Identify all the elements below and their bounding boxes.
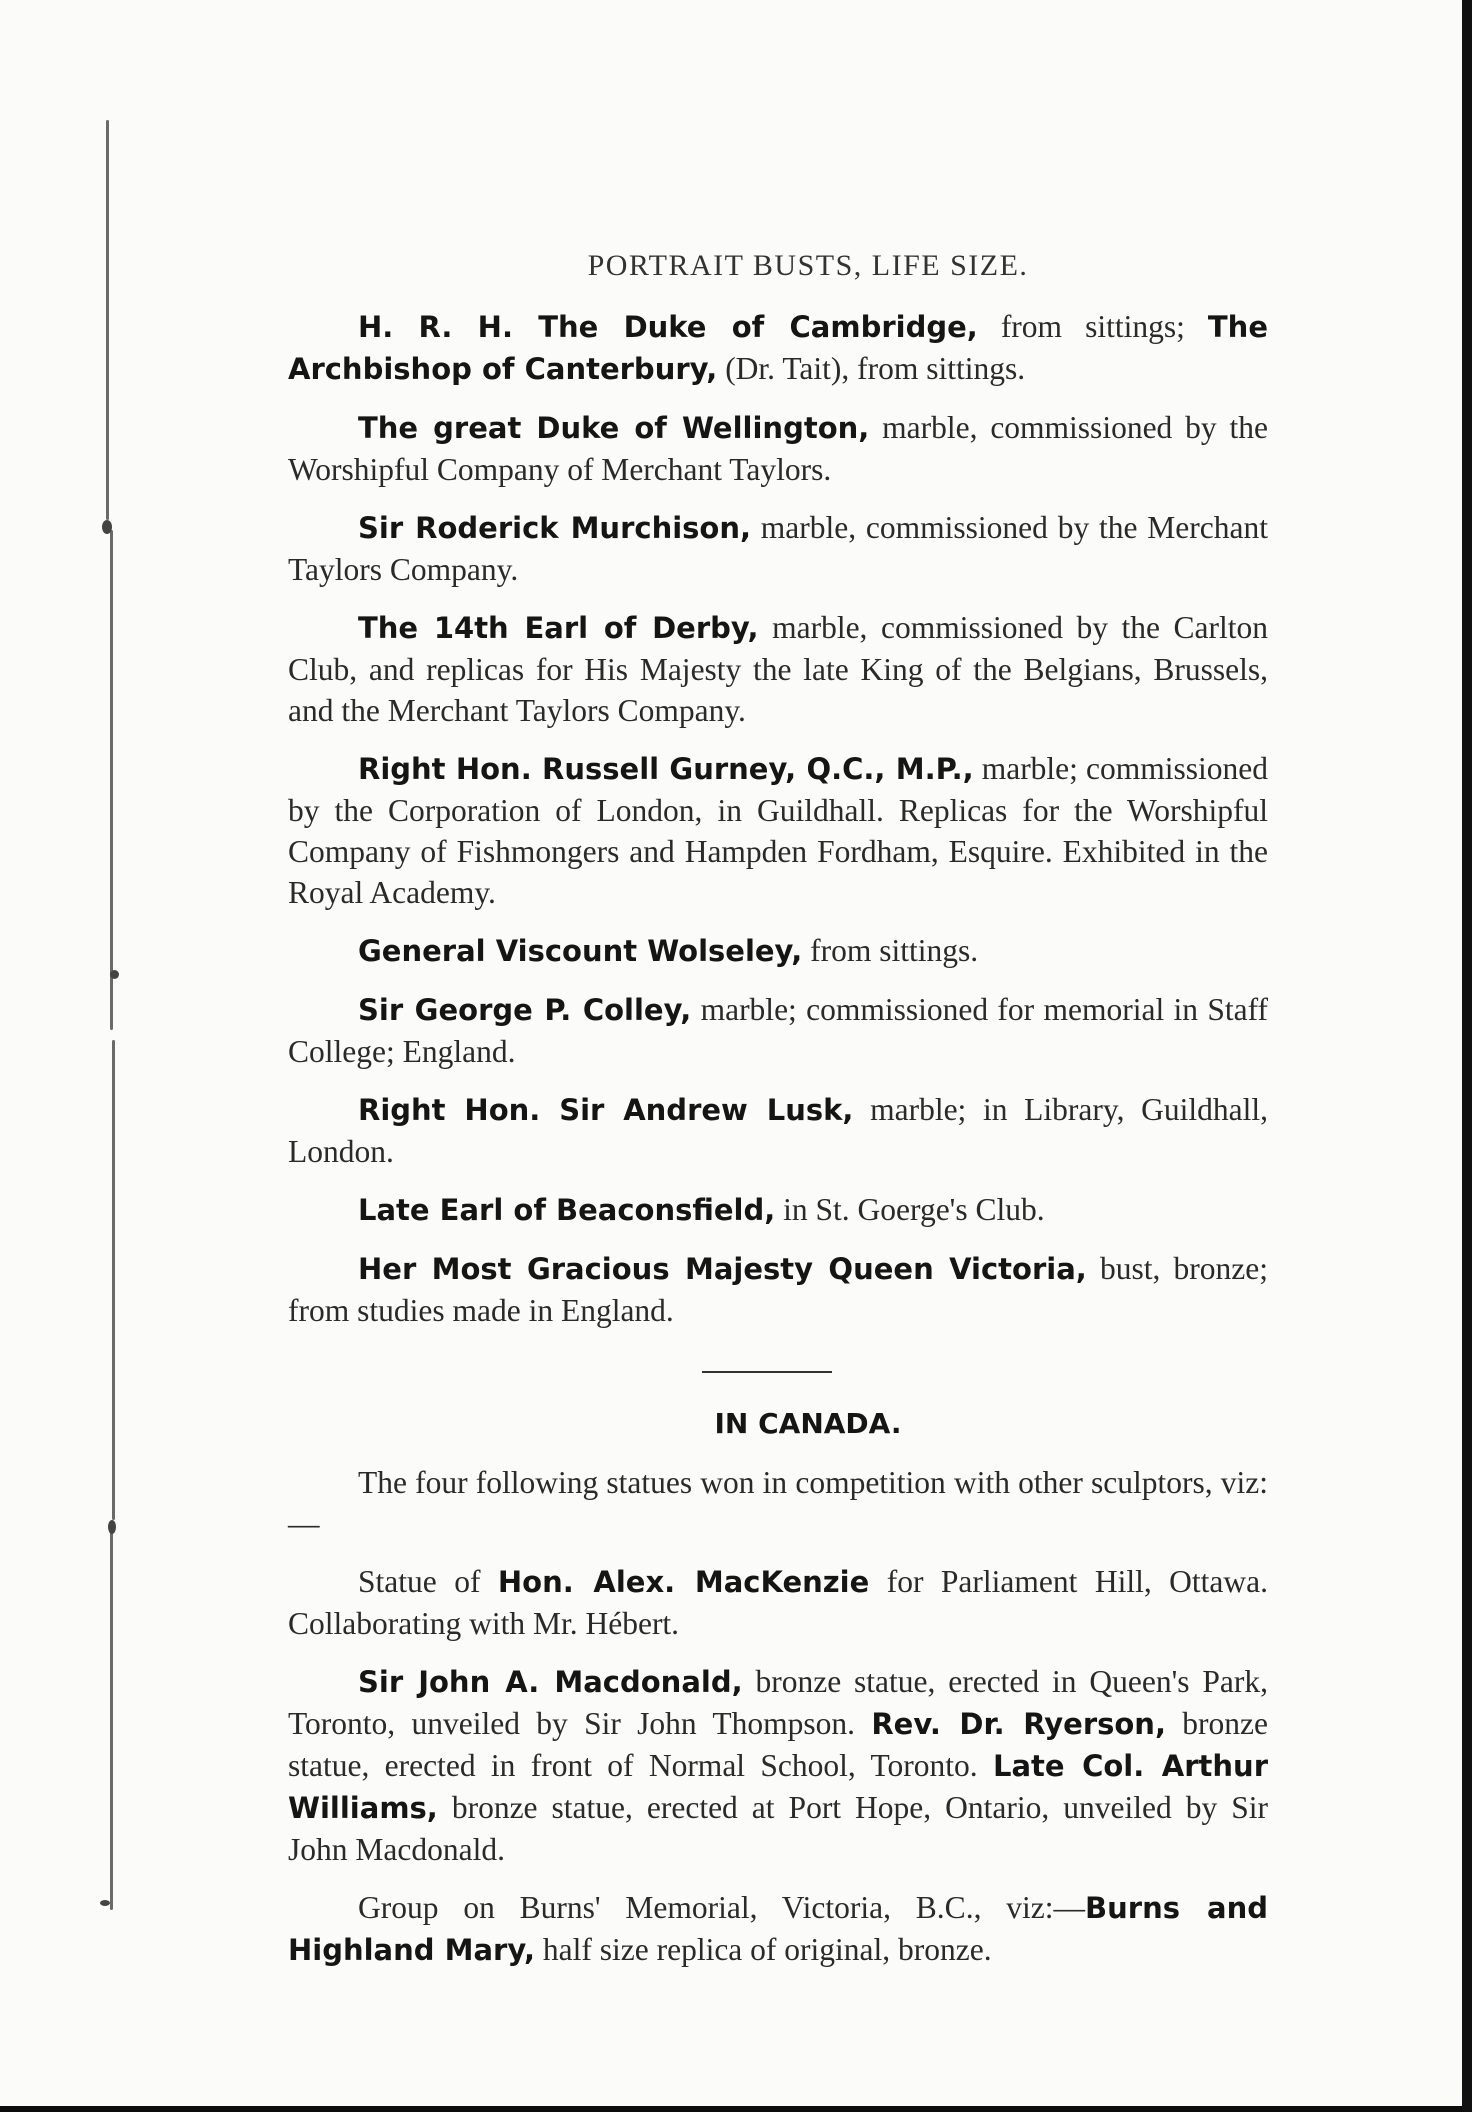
entry-text: for Parliament Hill, Ottawa. Collaborating with Mr. Hébert. xyxy=(288,1564,1268,1641)
entry-title: Rev. Dr. Ryerson, xyxy=(871,1707,1166,1741)
entry-paragraph xyxy=(288,1462,1268,1544)
entry-text: in St. Goerge's Club. xyxy=(775,1192,1045,1227)
entry-text: from sittings. xyxy=(802,933,979,968)
entry-text: (Dr. Tait), from sittings. xyxy=(717,351,1026,386)
section-heading-portrait-busts: PORTRAIT BUSTS, LIFE SIZE. xyxy=(587,249,1029,282)
section-divider xyxy=(702,1371,832,1373)
entry-title: The great Duke of Wellington, xyxy=(358,411,870,445)
entry-paragraph xyxy=(288,1248,1268,1331)
entry-paragraph xyxy=(288,1887,1268,1971)
entry-title: Sir John A. Macdonald, xyxy=(358,1665,743,1699)
page-content xyxy=(288,245,1268,1988)
entry-text: from sittings; xyxy=(977,309,1208,344)
portrait-busts-list xyxy=(288,306,1268,1331)
entry-text: bronze statue, erected at Port Hope, Ontario, unveiled by Sir John Macdonald. xyxy=(288,1790,1268,1867)
entry-title: Right Hon. Sir Andrew Lusk, xyxy=(358,1093,854,1127)
entry-text: Statue of xyxy=(358,1564,498,1599)
entry-paragraph xyxy=(288,1661,1268,1870)
entry-title: Late Earl of Beaconsfield, xyxy=(358,1193,776,1227)
entry-title: Sir Roderick Murchison, xyxy=(358,511,751,545)
section-heading-in-canada: IN CANADA. xyxy=(714,1407,902,1440)
entry-paragraph xyxy=(288,1561,1268,1644)
canada-statues-list xyxy=(288,1462,1268,1971)
entry-paragraph xyxy=(288,607,1268,731)
entry-paragraph xyxy=(288,306,1268,390)
entry-text: bust, bronze; from studies made in England. xyxy=(288,1251,1268,1328)
entry-paragraph xyxy=(288,407,1268,490)
entry-title: Burns and Highland Mary, xyxy=(288,1891,1269,1967)
entry-text: marble; in Library, Guildhall, London. xyxy=(288,1092,1268,1169)
entry-title: H. R. H. The Duke of Cambridge, xyxy=(358,310,978,344)
entry-text: marble, commissioned by the Worshipful Company of Merchant Taylors. xyxy=(288,410,1268,487)
entry-title: Her Most Gracious Majesty Queen Victoria, xyxy=(358,1252,1087,1286)
entry-title: The 14th Earl of Derby, xyxy=(358,611,759,645)
entry-text: marble; commissioned for memorial in Staff College; England. xyxy=(288,992,1268,1069)
entry-title: The Archbishop of Canterbury, xyxy=(288,310,1268,386)
entry-text: The four following statues won in competition with other sculptors, viz:— xyxy=(288,1465,1268,1541)
entry-title: Hon. Alex. MacKenzie xyxy=(497,1565,870,1599)
entry-title: Late Col. Arthur Williams, xyxy=(288,1749,1268,1825)
entry-text: bronze statue, erected in front of Normal School, Toronto. xyxy=(288,1706,1269,1783)
entry-text: marble, commissioned by the Merchant Taylors Company. xyxy=(288,510,1268,587)
entry-title: Sir George P. Colley, xyxy=(358,993,692,1027)
entry-text: bronze statue, erected in Queen's Park, Toronto, unveiled by Sir John Thompson. xyxy=(288,1664,1268,1741)
page-edge-shadow xyxy=(1462,0,1472,2112)
entry-paragraph xyxy=(288,748,1268,913)
entry-text: half size replica of original, bronze. xyxy=(535,1932,992,1967)
entry-paragraph xyxy=(288,507,1268,590)
binding-stitches xyxy=(90,120,130,1920)
entry-text: marble, commissioned by the Carlton Club, and replicas for His Majesty the late King of the Belgians, Brussels, and the Merchant Taylors Company. xyxy=(288,610,1268,728)
entry-title: Right Hon. Russell Gurney, Q.C., M.P., xyxy=(358,752,974,786)
entry-title: General Viscount Wolseley, xyxy=(358,934,803,968)
entry-paragraph xyxy=(288,1089,1268,1172)
entry-paragraph xyxy=(288,989,1268,1072)
entry-text: marble; commissioned by the Corporation of London, in Guildhall. Replicas for the Worshipful Company of Fishmongers and Hampden Fordham, Esquire. Exhibited in the Royal Academy. xyxy=(288,751,1268,910)
entry-paragraph xyxy=(288,1189,1268,1231)
entry-text: Group on Burns' Memorial, Victoria, B.C., viz:— xyxy=(358,1890,1086,1925)
entry-paragraph xyxy=(288,930,1268,972)
